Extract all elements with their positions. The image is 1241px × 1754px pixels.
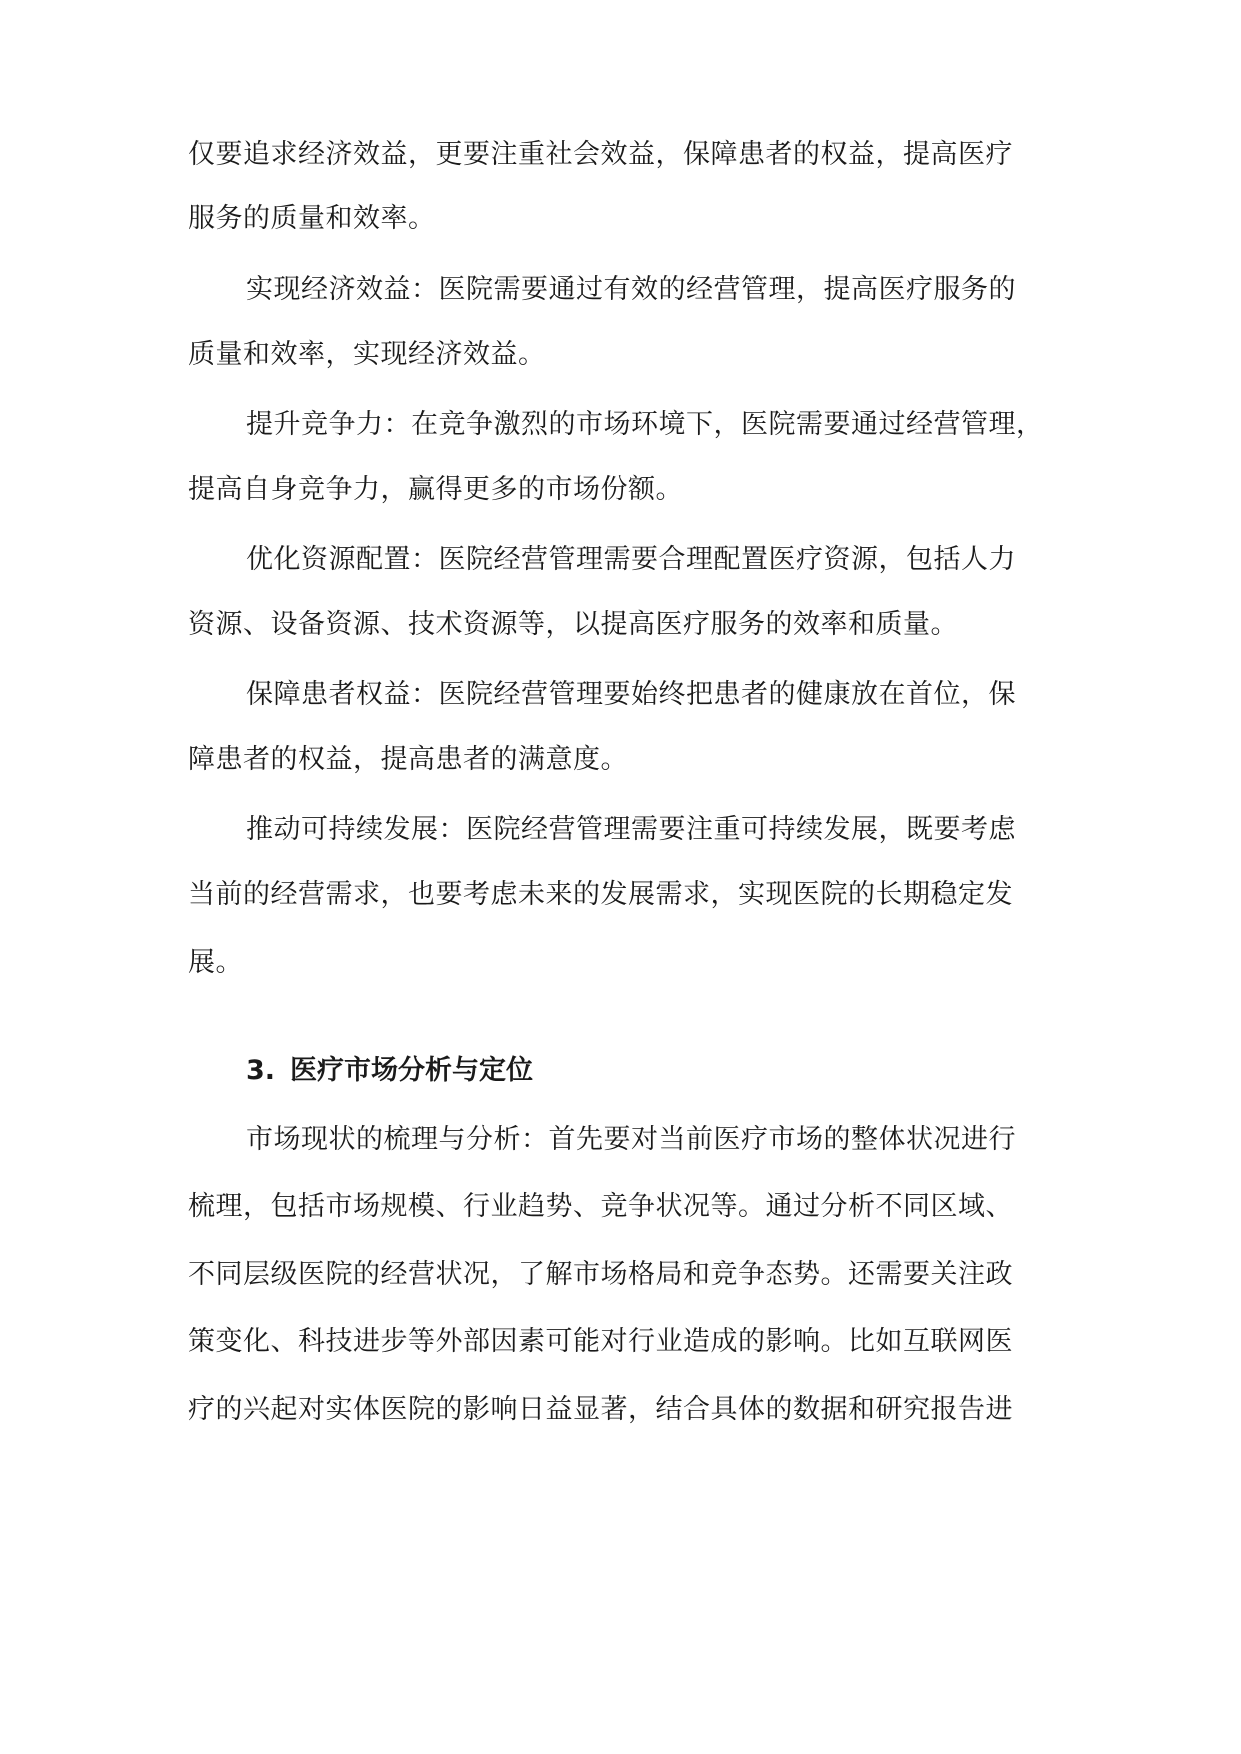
paragraph-line: 当前的经营需求，也要考虑未来的发展需求，实现医院的长期稳定发 [188, 879, 1013, 910]
paragraph-line: 展。 [188, 947, 243, 978]
paragraph-line: 不同层级医院的经营状况，了解市场格局和竞争态势。还需要关注政 [188, 1259, 1013, 1290]
paragraph-line: 策变化、科技进步等外部因素可能对行业造成的影响。比如互联网医 [188, 1326, 1013, 1357]
paragraph-line: 保障患者权益：医院经营管理要始终把患者的健康放在首位，保 [246, 679, 1016, 710]
section-number: 3. [246, 1055, 276, 1086]
paragraph-line: 优化资源配置：医院经营管理需要合理配置医疗资源，包括人力 [246, 544, 1016, 575]
paragraph-line: 质量和效率，实现经济效益。 [188, 339, 546, 370]
paragraph-line: 提高自身竞争力，赢得更多的市场份额。 [188, 474, 683, 505]
section-heading [246, 1051, 1058, 1091]
paragraph-line: 资源、设备资源、技术资源等，以提高医疗服务的效率和质量。 [188, 609, 958, 640]
section-title: 医疗市场分析与定位 [290, 1055, 533, 1086]
paragraph-line: 仅要追求经济效益，更要注重社会效益，保障患者的权益，提高医疗 [188, 139, 1013, 170]
paragraph-line: 服务的质量和效率。 [188, 203, 436, 234]
paragraph-line: 梳理，包括市场规模、行业趋势、竞争状况等。通过分析不同区域、 [188, 1191, 1013, 1222]
paragraph-line: 障患者的权益，提高患者的满意度。 [188, 744, 628, 775]
paragraph-line: 疗的兴起对实体医院的影响日益显著，结合具体的数据和研究报告进 [188, 1394, 1013, 1425]
paragraph-line: 市场现状的梳理与分析：首先要对当前医疗市场的整体状况进行 [246, 1124, 1016, 1155]
paragraph-line: 推动可持续发展：医院经营管理需要注重可持续发展，既要考虑 [246, 814, 1016, 845]
paragraph-line: 实现经济效益：医院需要通过有效的经营管理，提高医疗服务的 [246, 274, 1016, 305]
paragraph-line: 提升竞争力：在竞争激烈的市场环境下，医院需要通过经营管理， [246, 409, 1044, 440]
